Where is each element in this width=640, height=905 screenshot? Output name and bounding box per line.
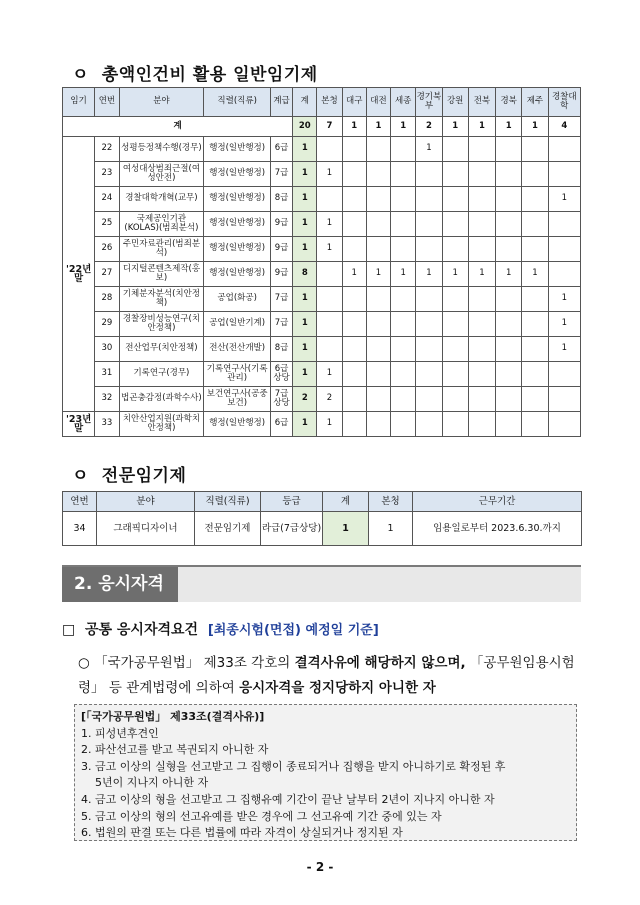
total-cell: 1 [522, 117, 548, 137]
row-total: 1 [293, 212, 317, 237]
row-grade: 8급 [270, 337, 292, 362]
row-count [522, 337, 548, 362]
header-cell: 직렬(직류) [204, 88, 271, 117]
row-count [317, 262, 342, 287]
row-count [317, 287, 342, 312]
row-series: 전산(전산개발) [204, 337, 271, 362]
row-count [391, 237, 416, 262]
row-count [442, 137, 468, 162]
row-field: 그래픽디자이너 [97, 512, 195, 546]
law-item: 3. 금고 이상의 실형을 선고받고 그 집행이 종료되거나 집행을 받지 아니하기로 확정된 후 [81, 759, 506, 773]
row-count [442, 287, 468, 312]
row-grade: 6급상당 [270, 362, 292, 387]
row-period: 임용일로부터 2023.6.30.까지 [413, 512, 582, 546]
row-count [468, 287, 495, 312]
row-count [442, 387, 468, 412]
header-cell: 계 [323, 492, 369, 512]
table-row [63, 187, 581, 212]
row-series: 전문임기제 [195, 512, 261, 546]
law-item: 1. 피성년후견인 [81, 726, 159, 740]
row-count [416, 162, 442, 187]
row-series: 행정(일반행정) [204, 262, 271, 287]
row-number: 26 [95, 237, 119, 262]
row-count [468, 187, 495, 212]
row-count [496, 337, 522, 362]
para-text-1: 「국가공무원법」 제33조 각호의 [94, 655, 295, 671]
row-count [391, 212, 416, 237]
row-series: 공업(화공) [204, 287, 271, 312]
row-count [391, 362, 416, 387]
row-count [442, 412, 468, 437]
row-count [391, 162, 416, 187]
row-count [366, 162, 390, 187]
row-grade: 라급(7급상당) [261, 512, 323, 546]
row-count: 1 [317, 237, 342, 262]
table-row [63, 337, 581, 362]
row-count [366, 362, 390, 387]
row-total: 8 [293, 262, 317, 287]
header-cell: 대구 [342, 88, 366, 117]
row-count [366, 137, 390, 162]
row-grade: 7급 [270, 162, 292, 187]
total-cell: 1 [342, 117, 366, 137]
para-bold-1: 결격사유에 해당하지 않으며, [294, 655, 466, 671]
row-field: 주민자료관리(범죄분석) [119, 237, 204, 262]
row-count [342, 212, 366, 237]
row-field: 국제공인기관(KOLAS)(범죄분석) [119, 212, 204, 237]
row-count [391, 337, 416, 362]
header-cell: 연번 [95, 88, 119, 117]
total-cell: 1 [391, 117, 416, 137]
row-count: 1 [548, 287, 580, 312]
row-field: 기체분자분석(치안정책) [119, 287, 204, 312]
row-count [548, 362, 580, 387]
row-count [548, 237, 580, 262]
row-series: 행정(일반행정) [204, 187, 271, 212]
table-row [63, 312, 581, 337]
row-count: 1 [317, 362, 342, 387]
row-grade: 6급 [270, 412, 292, 437]
row-number: 34 [63, 512, 97, 546]
row-number: 25 [95, 212, 119, 237]
row-count [548, 412, 580, 437]
table-row [63, 162, 581, 187]
row-count: 1 [416, 137, 442, 162]
row-count: 1 [496, 262, 522, 287]
row-field: 디지털콘텐츠제작(홍보) [119, 262, 204, 287]
row-total: 1 [293, 237, 317, 262]
total-cell: 1 [366, 117, 390, 137]
row-count: 2 [317, 387, 342, 412]
row-series: 행정(일반행정) [204, 412, 271, 437]
row-count [442, 187, 468, 212]
row-number: 22 [95, 137, 119, 162]
table-row [63, 137, 581, 162]
row-count [391, 312, 416, 337]
row-count [416, 337, 442, 362]
row-field: 치안산업지원(과학치안정책) [119, 412, 204, 437]
law-item: 5년이 지나지 아니한 자 [95, 776, 209, 790]
row-count: 1 [416, 262, 442, 287]
row-grade: 6급 [270, 137, 292, 162]
row-count [468, 387, 495, 412]
row-series: 공업(일반기계) [204, 312, 271, 337]
total-cell: 1 [442, 117, 468, 137]
row-series: 행정(일반행정) [204, 212, 271, 237]
row-count [442, 312, 468, 337]
row-count [522, 312, 548, 337]
section-general-fixed-term-title [72, 60, 318, 85]
table-row [63, 212, 581, 237]
row-count [317, 337, 342, 362]
header-cell: 계 [293, 88, 317, 117]
row-count [522, 137, 548, 162]
header-cell: 경찰대학 [548, 88, 580, 117]
row-number: 27 [95, 262, 119, 287]
row-total: 1 [293, 312, 317, 337]
row-grade: 7급상당 [270, 387, 292, 412]
row-count [416, 187, 442, 212]
row-count [416, 212, 442, 237]
header-cell: 분야 [97, 492, 195, 512]
row-count [342, 312, 366, 337]
para-bold-2: 응시자격을 정지당하지 아니한 자 [239, 680, 436, 696]
row-count [442, 212, 468, 237]
section-professional-fixed-term-title [72, 461, 186, 486]
header-cell: 연번 [63, 492, 97, 512]
row-count [342, 162, 366, 187]
qualification-heading-note: [최종시험(면접) 예정일 기준] [207, 623, 379, 638]
row-number: 23 [95, 162, 119, 187]
section-banner [62, 565, 581, 602]
header-cell: 계급 [270, 88, 292, 117]
header-cell: 본청 [317, 88, 342, 117]
row-count [416, 387, 442, 412]
row-total: 1 [293, 287, 317, 312]
row-count: 1 [342, 262, 366, 287]
row-count [366, 312, 390, 337]
row-count [366, 287, 390, 312]
row-count [522, 212, 548, 237]
row-count [342, 412, 366, 437]
row-count [522, 362, 548, 387]
total-label: 계 [63, 117, 293, 137]
total-cell: 4 [548, 117, 580, 137]
law-item: 6. 법원의 판결 또는 다른 법률에 따라 자격이 상실되거나 정지된 자 [81, 826, 403, 840]
row-number: 28 [95, 287, 119, 312]
row-count [522, 162, 548, 187]
row-count [496, 187, 522, 212]
row-count [442, 362, 468, 387]
row-number: 29 [95, 312, 119, 337]
row-field: 법곤충감정(과학수사) [119, 387, 204, 412]
row-count [522, 187, 548, 212]
row-series: 기록연구사(기록관리) [204, 362, 271, 387]
row-count [442, 337, 468, 362]
row-count [548, 262, 580, 287]
header-cell: 경북 [496, 88, 522, 117]
row-count [468, 337, 495, 362]
row-number: 32 [95, 387, 119, 412]
law-item: 2. 파산선고를 받고 복권되지 아니한 자 [81, 743, 269, 757]
row-count [548, 212, 580, 237]
row-series: 행정(일반행정) [204, 137, 271, 162]
section-title-text: 전문임기제 [101, 466, 187, 486]
row-count [342, 137, 366, 162]
row-count: 1 [548, 312, 580, 337]
row-count [468, 412, 495, 437]
law-item: 5. 금고 이상의 형의 선고유예를 받은 경우에 그 선고유예 기간 중에 있는 자 [81, 809, 442, 823]
row-count [496, 137, 522, 162]
header-cell: 근무기간 [413, 492, 582, 512]
table-row [63, 412, 581, 437]
row-count: 1 [317, 212, 342, 237]
total-cell: 7 [317, 117, 342, 137]
header-cell: 경기북부 [416, 88, 442, 117]
row-count [468, 362, 495, 387]
header-cell: 임기 [63, 88, 95, 117]
law-box-title: [「국가공무원법」 제33조(결격사유)] [81, 710, 265, 723]
row-count [342, 337, 366, 362]
row-count [442, 162, 468, 187]
square-bullet-icon: □ [62, 622, 76, 638]
row-count [416, 412, 442, 437]
row-count [496, 312, 522, 337]
row-count [496, 237, 522, 262]
row-total: 1 [293, 337, 317, 362]
banner-title: 2. 응시자격 [62, 567, 178, 602]
row-count [366, 387, 390, 412]
row-count [366, 412, 390, 437]
term-cell: '23년말 [63, 412, 95, 437]
row-grade: 8급 [270, 187, 292, 212]
row-grade: 9급 [270, 262, 292, 287]
header-cell: 대전 [366, 88, 390, 117]
row-count [496, 162, 522, 187]
table-row [63, 512, 582, 546]
row-field: 기록연구(경무) [119, 362, 204, 387]
row-field: 경찰장비성능연구(치안정책) [119, 312, 204, 337]
total-cell: 20 [293, 117, 317, 137]
table-total-row [63, 117, 581, 137]
row-number: 33 [95, 412, 119, 437]
row-field: 경찰대학개혁(교무) [119, 187, 204, 212]
row-count [416, 312, 442, 337]
row-grade: 9급 [270, 237, 292, 262]
row-count [496, 412, 522, 437]
row-count [496, 362, 522, 387]
row-field: 여성대상범죄근절(여성안전) [119, 162, 204, 187]
row-count [468, 162, 495, 187]
row-count [366, 187, 390, 212]
row-count: 1 [317, 412, 342, 437]
row-count [317, 187, 342, 212]
row-number: 30 [95, 337, 119, 362]
row-count [416, 362, 442, 387]
law-item: 4. 금고 이상의 형을 선고받고 그 집행유예 기간이 끝난 날부터 2년이 지나지 아니한 자 [81, 792, 495, 806]
table-row [63, 362, 581, 387]
header-cell: 강원 [442, 88, 468, 117]
row-count [366, 237, 390, 262]
row-count [468, 312, 495, 337]
total-cell: 1 [468, 117, 495, 137]
row-count [548, 162, 580, 187]
row-count [442, 237, 468, 262]
row-hq: 1 [369, 512, 413, 546]
row-grade: 9급 [270, 212, 292, 237]
header-cell: 제주 [522, 88, 548, 117]
row-total: 1 [293, 187, 317, 212]
table-row [63, 387, 581, 412]
row-count [366, 337, 390, 362]
section-bullet: ㅇ [72, 466, 89, 486]
qualification-paragraph [78, 651, 583, 701]
row-number: 24 [95, 187, 119, 212]
table-header-row [63, 492, 582, 512]
row-count [391, 187, 416, 212]
row-count [391, 287, 416, 312]
table-row [63, 262, 581, 287]
row-count [317, 312, 342, 337]
row-count [496, 287, 522, 312]
row-count [317, 137, 342, 162]
row-count [342, 187, 366, 212]
row-count: 1 [391, 262, 416, 287]
row-count: 1 [317, 162, 342, 187]
row-count [391, 412, 416, 437]
row-total: 1 [293, 137, 317, 162]
row-series: 행정(일반행정) [204, 162, 271, 187]
page-number: - 2 - [306, 860, 334, 874]
header-cell: 직렬(직류) [195, 492, 261, 512]
header-cell: 본청 [369, 492, 413, 512]
row-count [468, 137, 495, 162]
row-total: 1 [323, 512, 369, 546]
section-bullet: ㅇ [72, 65, 89, 85]
professional-fixed-term-table [62, 491, 582, 546]
row-count [342, 237, 366, 262]
row-total: 2 [293, 387, 317, 412]
row-total: 1 [293, 412, 317, 437]
header-cell: 분야 [119, 88, 204, 117]
row-total: 1 [293, 162, 317, 187]
row-count: 1 [548, 187, 580, 212]
row-count [416, 287, 442, 312]
row-count [548, 137, 580, 162]
row-count [366, 212, 390, 237]
row-grade: 7급 [270, 287, 292, 312]
row-count: 1 [366, 262, 390, 287]
row-count [342, 387, 366, 412]
row-count: 1 [548, 337, 580, 362]
header-cell: 세종 [391, 88, 416, 117]
row-number: 31 [95, 362, 119, 387]
total-cell: 1 [496, 117, 522, 137]
disqualification-law-box [74, 704, 577, 841]
row-count [522, 287, 548, 312]
row-series: 행정(일반행정) [204, 237, 271, 262]
header-cell: 전북 [468, 88, 495, 117]
row-count [522, 237, 548, 262]
row-count [496, 387, 522, 412]
circle-bullet-icon: ○ [78, 655, 90, 671]
row-count [468, 237, 495, 262]
total-cell: 2 [416, 117, 442, 137]
term-cell: '22년말 [63, 137, 95, 412]
row-count: 1 [442, 262, 468, 287]
row-count: 1 [468, 262, 495, 287]
row-count [496, 212, 522, 237]
row-count [548, 387, 580, 412]
header-cell: 등급 [261, 492, 323, 512]
row-field: 성평등정책수행(경무) [119, 137, 204, 162]
row-total: 1 [293, 362, 317, 387]
row-count [391, 137, 416, 162]
row-count [468, 212, 495, 237]
qualification-heading-text: 공통 응시자격요건 [84, 622, 199, 638]
row-count [342, 362, 366, 387]
para-text-2: 「공무원임용시험령」 등 관계법령에 의하여 [78, 655, 575, 696]
general-fixed-term-table [62, 87, 581, 437]
row-grade: 7급 [270, 312, 292, 337]
row-count [522, 412, 548, 437]
row-count: 1 [522, 262, 548, 287]
row-count [416, 237, 442, 262]
qualification-heading [62, 619, 379, 639]
row-count [522, 387, 548, 412]
table-row [63, 287, 581, 312]
row-field: 전산업무(치안정책) [119, 337, 204, 362]
row-series: 보건연구사(공중보건) [204, 387, 271, 412]
row-count [391, 387, 416, 412]
section-title-text: 총액인건비 활용 일반임기제 [101, 65, 318, 85]
table-header-row [63, 88, 581, 117]
table-row [63, 237, 581, 262]
row-count [342, 287, 366, 312]
